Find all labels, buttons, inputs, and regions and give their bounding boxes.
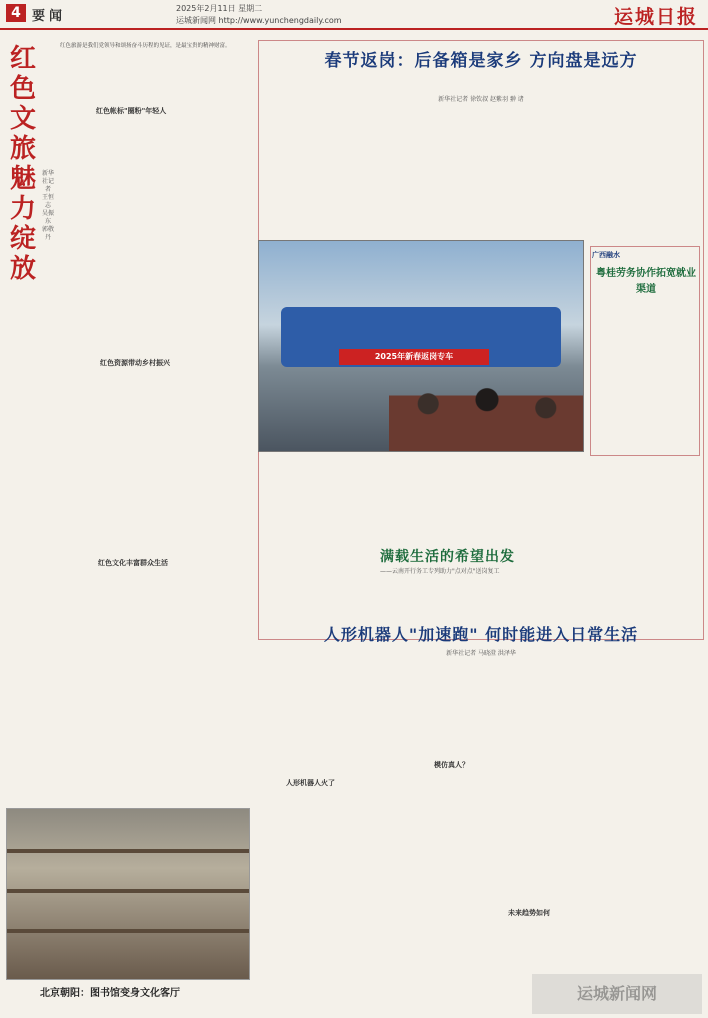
left-subhead-3: 红色文化丰富群众生活 xyxy=(98,559,168,567)
bottom-subhead-1: 人形机器人火了 xyxy=(286,779,335,787)
issue-date: 2025年2月11日 星期二 xyxy=(176,4,263,13)
main-byline: 新华社记者 徐钦叔 赵紫羽 翀 诸 xyxy=(438,96,524,103)
library-photo-caption: 北京朝阳：图书馆变身文化客厅 xyxy=(40,988,180,999)
left-lead-text: 红色旅游是我们党领导和颂扬奋斗历程的见证，是最宝贵的精神财富。 xyxy=(60,43,231,49)
paper-name-logo: 运城日报 xyxy=(613,6,698,28)
bus-photo xyxy=(258,240,584,452)
bottom-headline: 人形机器人"加速跑" 何时能进入日常生活 xyxy=(323,625,639,644)
guangxi-tag: 广西融水 xyxy=(592,251,620,259)
bus-banner: 2025年新春返岗专车 xyxy=(339,349,489,365)
library-photo xyxy=(6,808,250,980)
bottom-subhead-2: 模仿真人？ xyxy=(434,761,469,769)
left-article-title: 红色文旅魅力绽放 xyxy=(9,44,36,284)
left-article-byline: 新华社记者 王恒志 吴振东 郭敬丹 xyxy=(42,170,55,241)
page-number: 4 xyxy=(6,4,26,22)
middle-subtitle: ——云南开行务工专列助力"点对点"送岗复工 xyxy=(380,568,500,575)
crowd-shape xyxy=(389,371,584,452)
watermark: 运城新闻网 xyxy=(532,974,702,1014)
left-subhead-2: 红色资源带动乡村振兴 xyxy=(100,359,170,367)
main-headline: 春节返岗：后备箱是家乡 方向盘是远方 xyxy=(324,51,638,71)
section-title: 要闻 xyxy=(32,9,67,24)
guangxi-title: 粤桂劳务协作拓宽就业渠道 xyxy=(596,268,696,295)
left-subhead-1: 红色帐标"圈粉"年轻人 xyxy=(96,107,167,115)
middle-headline: 满载生活的希望出发 xyxy=(380,549,515,565)
masthead xyxy=(0,0,708,30)
paper-url[interactable]: 运城新闻网 http://www.yunchengdaily.com xyxy=(176,16,342,25)
bottom-byline: 新华社记者 马晓澄 洪泽华 xyxy=(446,650,516,657)
bottom-subhead-3: 未来趋势如何 xyxy=(508,909,550,917)
